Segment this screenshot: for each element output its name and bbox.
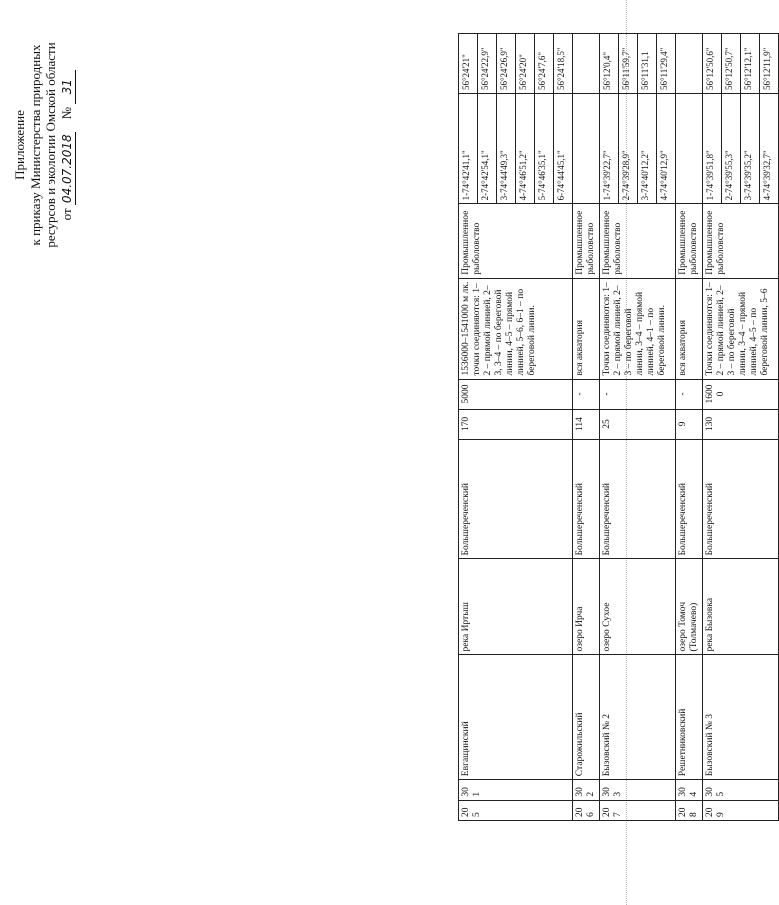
site-id-cell: 303 <box>600 780 676 800</box>
table-row <box>459 34 478 821</box>
longitude-cell <box>573 94 600 204</box>
area-cell: 9 <box>676 409 703 439</box>
site-id-cell: 302 <box>573 780 600 800</box>
site-name-cell: Евгащинский <box>459 655 573 780</box>
latitude-cell: 56°24'7,6" <box>535 34 554 94</box>
longitude-cell: 4-74°40'12,9" <box>657 94 676 204</box>
header-line: ресурсов и экологии Омской области <box>43 42 58 248</box>
site-id-cell: 304 <box>676 780 703 800</box>
header-date-line <box>59 25 77 265</box>
longitude-cell: 3-74°40'12,2" <box>638 94 657 204</box>
boundary-description-cell: вся акватория <box>573 278 600 379</box>
length-cell: 5000 <box>459 379 573 409</box>
row-number-cell: 205 <box>459 800 573 820</box>
water-body-cell: озеро Томоч (Толмачево) <box>676 559 703 655</box>
table-row <box>573 34 600 821</box>
area-cell: 114 <box>573 409 600 439</box>
latitude-cell: 56°11'59,7" <box>619 34 638 94</box>
document-header <box>12 25 76 265</box>
boundary-description-cell: вся акватория <box>676 278 703 379</box>
longitude-cell <box>676 94 703 204</box>
site-name-cell: Бызовский № 3 <box>703 655 779 780</box>
latitude-cell: 56°24'22,9" <box>478 34 497 94</box>
boundary-description-cell: Точки соединяются: 1–2 – прямой линией, 2–3 – по береговой линии, 3–4 – прямой линией, 4–1 – по береговой линии. <box>600 278 676 379</box>
site-name-cell: Решетниковский <box>676 655 703 780</box>
longitude-cell: 2-74°39'55,3" <box>722 94 741 204</box>
length-cell: - <box>600 379 676 409</box>
latitude-cell: 56°24'18,5" <box>554 34 573 94</box>
boundary-description-cell: Точки соединяются: 1–2 – прямой линией, 2–3 – по береговой линии, 3–4 – прямой линией, 4–5 – по береговой линии, 5–6 <box>703 278 779 379</box>
registry-table-body <box>459 34 779 821</box>
site-id-cell: 301 <box>459 780 573 800</box>
purpose-cell: Промышленное рыболовство <box>573 204 600 278</box>
latitude-cell: 56°11'31,1 <box>638 34 657 94</box>
water-body-cell: озеро Сухое <box>600 559 676 655</box>
longitude-cell: 4-74°39'32,7" <box>760 94 779 204</box>
length-cell: 16000 <box>703 379 779 409</box>
longitude-cell: 6-74°44'45,1" <box>554 94 573 204</box>
row-number-cell: 206 <box>573 800 600 820</box>
district-cell: Большереченский <box>600 439 676 559</box>
district-cell: Большереченский <box>703 439 779 559</box>
row-number-cell: 209 <box>703 800 779 820</box>
header-line: к приказу Министерства природных <box>27 44 43 246</box>
district-cell: Большереченский <box>676 439 703 559</box>
header-number-label: № <box>58 106 74 120</box>
area-cell: 25 <box>600 409 676 439</box>
district-cell: Большереченский <box>459 439 573 559</box>
site-name-cell: Бызовский № 2 <box>600 655 676 780</box>
water-body-cell: река Бызовка <box>703 559 779 655</box>
latitude-cell: 56°11'29,4" <box>657 34 676 94</box>
latitude-cell <box>573 34 600 94</box>
longitude-cell: 5-74°46'35,1" <box>535 94 554 204</box>
table-row <box>676 34 703 821</box>
row-number-cell: 208 <box>676 800 703 820</box>
district-cell: Большереченский <box>573 439 600 559</box>
header-title: Приложение <box>12 110 27 180</box>
purpose-cell: Промышленное рыболовство <box>459 204 573 278</box>
area-cell: 170 <box>459 409 573 439</box>
longitude-cell: 3-74°44'49,3" <box>497 94 516 204</box>
length-cell: - <box>573 379 600 409</box>
longitude-cell: 4-74°46'51,2" <box>516 94 535 204</box>
header-from-label: от <box>58 208 74 221</box>
registry-table <box>458 33 779 821</box>
length-cell: - <box>676 379 703 409</box>
purpose-cell: Промышленное рыболовство <box>703 204 779 278</box>
table-row <box>600 34 619 821</box>
longitude-cell: 2-74°42'54,1" <box>478 94 497 204</box>
longitude-cell: 1-74°39'51,8" <box>703 94 722 204</box>
site-id-cell: 305 <box>703 780 779 800</box>
latitude-cell: 56°12'50,7" <box>722 34 741 94</box>
latitude-cell <box>676 34 703 94</box>
latitude-cell: 56°12'0,4" <box>600 34 619 94</box>
header-number: 31 <box>60 70 77 104</box>
water-body-cell: озеро Ирча <box>573 559 600 655</box>
boundary-description-cell: 1536000–1541000 м лк. точки соединяются: 1–2 – прямой линией, 2–3, 3–4 – по береговой линии, 4–5 – прямой линией, 5–6, 6–1 – по береговой линии. <box>459 278 573 379</box>
longitude-cell: 1-74°39'22,7" <box>600 94 619 204</box>
header-date: 04.07.2018 <box>60 132 77 205</box>
purpose-cell: Промышленное рыболовство <box>600 204 676 278</box>
row-number-cell: 207 <box>600 800 676 820</box>
longitude-cell: 2-74°39'28,9" <box>619 94 638 204</box>
table-row <box>703 34 722 821</box>
latitude-cell: 56°24'21" <box>459 34 478 94</box>
latitude-cell: 56°12'12,1" <box>741 34 760 94</box>
latitude-cell: 56°12'50,6" <box>703 34 722 94</box>
purpose-cell: Промышленное рыболовство <box>676 204 703 278</box>
latitude-cell: 56°12'11,9" <box>760 34 779 94</box>
water-body-cell: река Иртыш <box>459 559 573 655</box>
longitude-cell: 1-74°42'41,1" <box>459 94 478 204</box>
latitude-cell: 56°24'20" <box>516 34 535 94</box>
area-cell: 130 <box>703 409 779 439</box>
site-name-cell: Старожильский <box>573 655 600 780</box>
longitude-cell: 3-74°39'35,2" <box>741 94 760 204</box>
latitude-cell: 56°24'26,9" <box>497 34 516 94</box>
